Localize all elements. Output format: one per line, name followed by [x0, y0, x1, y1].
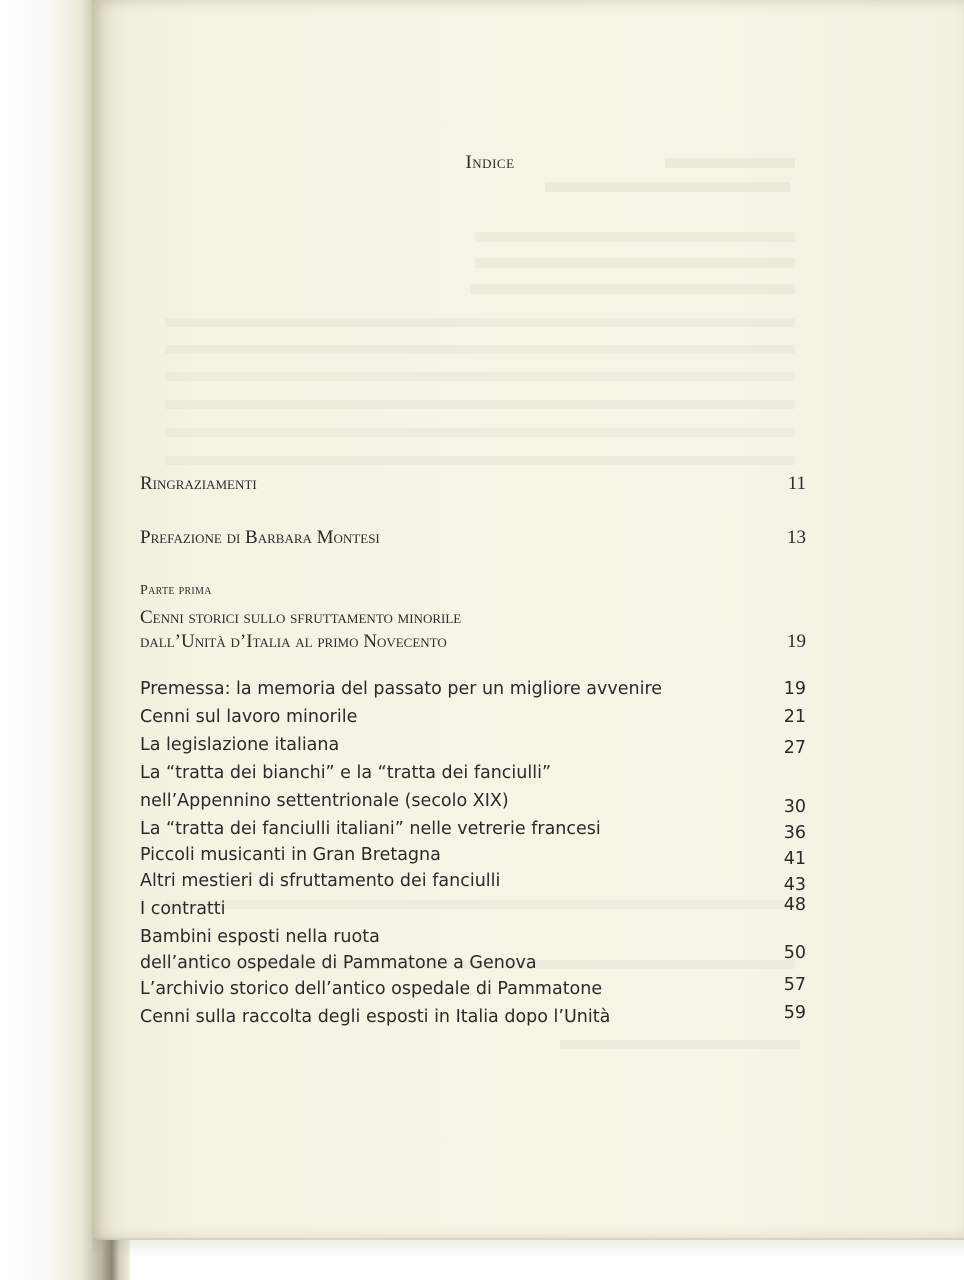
- toc-entry-label: Premessa: la memoria del passato per un migliore avvenire: [140, 679, 663, 699]
- toc-entry-chapter[interactable]: [140, 677, 806, 701]
- toc-entry-acknowledgements[interactable]: [140, 472, 806, 496]
- toc-page-number: 59: [783, 1003, 806, 1023]
- toc-entry-preface[interactable]: [140, 526, 806, 550]
- toc-page-number: 30: [783, 797, 806, 817]
- toc-entry-label: Altri mestieri di sfruttamento dei fanciulli: [140, 871, 501, 891]
- toc-entry-label: dell’antico ospedale di Pammatone a Genova: [140, 953, 537, 973]
- page-title: Indice: [465, 152, 515, 173]
- toc-entry-label: I contratti: [140, 899, 226, 919]
- toc-entry-chapter[interactable]: [140, 897, 806, 921]
- toc-entry-chapter[interactable]: [140, 925, 806, 975]
- toc-page-number: 21: [783, 707, 806, 727]
- toc-entry-label: La “tratta dei fanciulli italiani” nelle vetrerie francesi: [140, 819, 601, 839]
- toc-page-number: 43: [783, 875, 806, 895]
- toc-entry-chapter[interactable]: [140, 817, 806, 841]
- toc-entry-chapter[interactable]: [140, 843, 806, 867]
- toc-page-number: 48: [783, 895, 806, 915]
- toc-page-number: 41: [783, 849, 806, 869]
- toc-entry-label: La “tratta dei bianchi” e la “tratta dei fanciulli”: [140, 763, 552, 783]
- part-title-line: Cenni storici sullo sfruttamento minorile: [140, 607, 462, 628]
- toc-entry-label: La legislazione italiana: [140, 735, 340, 755]
- toc-entry-label: Cenni sulla raccolta degli esposti in Italia dopo l’Unità: [140, 1007, 611, 1027]
- toc-entry-label: Prefazione di Barbara Montesi: [140, 527, 380, 548]
- toc-page-number: 19: [787, 631, 806, 652]
- page-shadow: [92, 1238, 964, 1258]
- toc-entry-label: Ringraziamenti: [140, 473, 257, 494]
- toc-entry-label: L’archivio storico dell’antico ospedale di Pammatone: [140, 979, 603, 999]
- part-label: Parte prima: [140, 583, 212, 598]
- toc-entry-chapter[interactable]: [140, 705, 806, 729]
- part-title-line: dall’Unità d’Italia al primo Novecento: [140, 631, 447, 652]
- toc-page-number: 19: [783, 679, 806, 699]
- toc-page-number: 57: [783, 975, 806, 995]
- toc-page-number: 11: [787, 473, 806, 494]
- toc-entry-part-title[interactable]: [140, 606, 806, 654]
- toc-entry-label: Bambini esposti nella ruota: [140, 927, 380, 947]
- toc-page-number: 36: [783, 823, 806, 843]
- toc-entry-label: Piccoli musicanti in Gran Bretagna: [140, 845, 441, 865]
- toc-entry-chapter[interactable]: [140, 1005, 806, 1029]
- toc-entry-label: nell’Appennino settentrionale (secolo XIX): [140, 791, 509, 811]
- toc-entry-label: Cenni sul lavoro minorile: [140, 707, 358, 727]
- toc-entry-chapter[interactable]: [140, 869, 806, 893]
- toc-page-number: 13: [787, 527, 806, 548]
- toc-page-number: 50: [783, 943, 806, 963]
- toc-page-number: 27: [783, 738, 806, 758]
- toc-entry-chapter[interactable]: [140, 977, 806, 1001]
- toc-entry-chapter[interactable]: [140, 733, 806, 757]
- toc-entry-chapter[interactable]: [140, 761, 806, 817]
